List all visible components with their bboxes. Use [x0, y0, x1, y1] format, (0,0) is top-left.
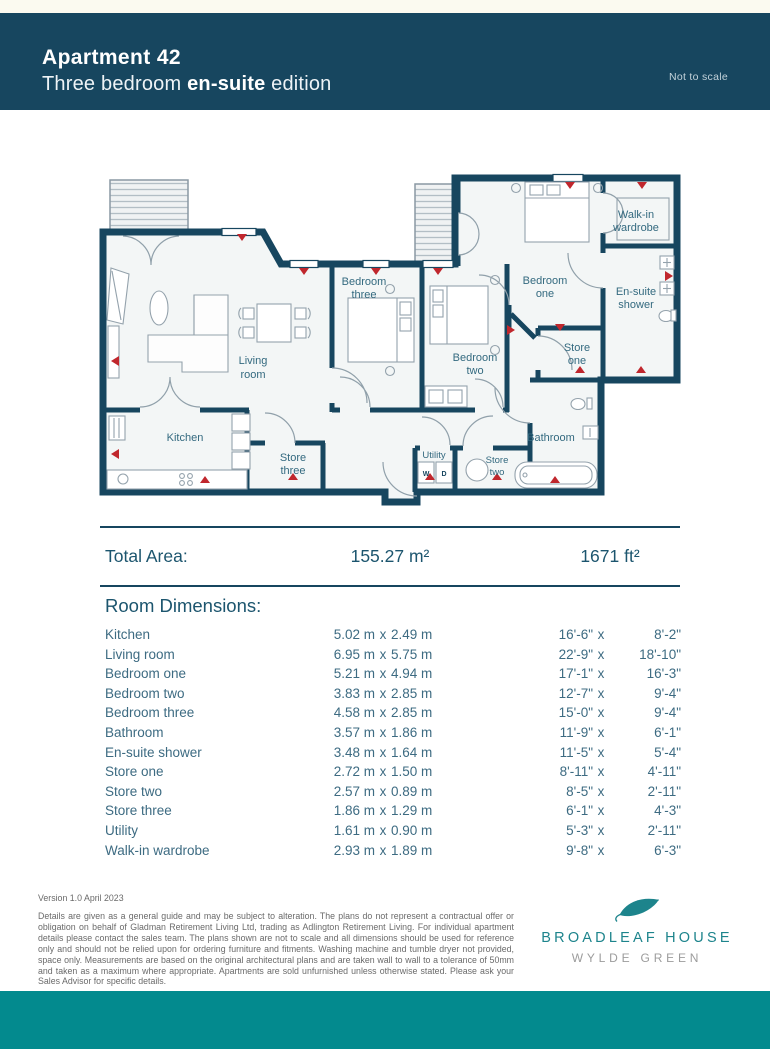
room-label-utility: Utility	[422, 450, 446, 461]
metric-width-cell: 1.61 m	[333, 822, 375, 838]
separator-cell: x	[379, 666, 387, 682]
room-label-living: Living	[238, 355, 268, 367]
room-label-wardrobe: Walk-in	[617, 209, 655, 221]
imperial-width-cell: 11'-9"	[559, 724, 593, 740]
floor-plan	[85, 158, 705, 520]
separator-cell: x	[597, 783, 605, 799]
metric-width-cell: 4.58 m	[333, 705, 375, 721]
separator-cell: x	[379, 822, 387, 838]
imperial-width-cell: 6'-1"	[566, 803, 593, 819]
room-name-cell: Bedroom two	[105, 685, 185, 701]
table-row	[105, 801, 681, 821]
metric-depth-cell: 0.89 m	[391, 783, 433, 799]
room-name-cell: Utility	[105, 822, 138, 838]
version-text: Version 1.0 April 2023	[38, 893, 124, 903]
room-name-cell: En-suite shower	[105, 744, 202, 760]
room-label-bedroom-two: two	[466, 365, 484, 377]
separator-cell: x	[597, 685, 605, 701]
page-title: Apartment 42	[42, 46, 182, 69]
room-label-bathroom: Bathroom	[527, 432, 575, 444]
subtitle-bold: en-suite	[187, 73, 266, 95]
separator-cell: x	[379, 724, 387, 740]
room-name-cell: Bathroom	[105, 724, 164, 740]
room-label-bedroom-three: Bedroom	[341, 276, 387, 288]
page-subtitle	[42, 73, 331, 96]
metric-width-cell: 3.57 m	[333, 724, 375, 740]
room-label-living: room	[240, 369, 266, 381]
imperial-width-cell: 12'-7"	[558, 685, 593, 701]
separator-cell: x	[597, 764, 605, 780]
imperial-width-cell: 15'-0"	[558, 705, 593, 721]
metric-depth-cell: 2.85 m	[391, 685, 433, 701]
separator-cell: x	[379, 685, 387, 701]
separator-cell: x	[379, 803, 387, 819]
metric-depth-cell: 5.75 m	[391, 646, 433, 662]
separator-cell: x	[597, 705, 605, 721]
table-row	[105, 841, 681, 861]
metric-depth-cell: 4.94 m	[391, 666, 433, 682]
separator-cell: x	[597, 803, 605, 819]
table-row	[105, 762, 681, 782]
separator-cell: x	[379, 646, 387, 662]
room-name-cell: Store one	[105, 764, 164, 780]
room-dimensions-heading: Room Dimensions:	[105, 595, 262, 616]
room-label-wardrobe: wardrobe	[613, 222, 659, 234]
metric-width-cell: 2.72 m	[333, 764, 375, 780]
imperial-depth-cell: 6'-1"	[654, 724, 681, 740]
imperial-depth-cell: 2'-11"	[647, 822, 681, 838]
bed-two-wardrobe-icon	[425, 386, 467, 407]
imperial-depth-cell: 16'-3"	[646, 666, 681, 682]
imperial-width-cell: 8'-5"	[566, 783, 593, 799]
room-label-bedroom-one: Bedroom	[522, 275, 568, 287]
metric-width-cell: 5.02 m	[333, 627, 375, 642]
metric-depth-cell: 1.50 m	[391, 764, 433, 780]
room-dimensions-table	[105, 625, 681, 860]
brand-location: WYLDE GREEN	[571, 951, 703, 965]
room-name-cell: Store three	[105, 803, 172, 819]
separator-cell: x	[597, 744, 605, 760]
room-name-cell: Kitchen	[105, 627, 151, 642]
room-name-cell: Walk-in wardrobe	[105, 842, 210, 858]
table-row	[105, 684, 681, 704]
metric-depth-cell: 2.85 m	[391, 705, 433, 721]
imperial-depth-cell: 9'-4"	[654, 705, 681, 721]
imperial-width-cell: 16'-6"	[558, 627, 593, 642]
subtitle-prefix: Three bedroom	[42, 73, 188, 95]
metric-width-cell: 1.86 m	[333, 803, 375, 819]
separator-cell: x	[597, 627, 605, 642]
separator-cell: x	[597, 842, 605, 858]
imperial-width-cell: 5'-3"	[566, 822, 593, 838]
total-area-label: Total Area:	[105, 546, 188, 566]
fridge-icon	[232, 414, 250, 469]
imperial-depth-cell: 4'-11"	[647, 764, 681, 780]
metric-width-cell: 5.21 m	[333, 666, 375, 682]
table-row	[105, 782, 681, 802]
separator-cell: x	[597, 666, 605, 682]
imperial-depth-cell: 5'-4"	[654, 744, 681, 760]
table-row	[105, 821, 681, 841]
imperial-width-cell: 8'-11"	[559, 764, 593, 780]
metric-depth-cell: 1.29 m	[391, 803, 433, 819]
development-logo	[525, 894, 749, 965]
metric-width-cell: 2.57 m	[333, 783, 375, 799]
separator-cell: x	[597, 646, 605, 662]
bed-one-icon	[512, 182, 603, 242]
metric-width-cell: 3.83 m	[333, 685, 375, 701]
metric-depth-cell: 1.64 m	[391, 744, 433, 760]
header-band	[0, 13, 770, 110]
separator-cell: x	[379, 744, 387, 760]
imperial-width-cell: 17'-1"	[558, 666, 593, 682]
table-row	[105, 743, 681, 763]
separator-cell: x	[379, 705, 387, 721]
imperial-width-cell: 11'-5"	[559, 744, 593, 760]
room-label-store-two: Store	[485, 455, 509, 466]
divider-line	[100, 585, 680, 587]
room-name-cell: Bedroom one	[105, 666, 187, 682]
table-row	[105, 703, 681, 723]
room-label-kitchen: Kitchen	[166, 432, 204, 444]
metric-depth-cell: 0.90 m	[391, 822, 433, 838]
metric-width-cell: 6.95 m	[333, 646, 375, 662]
washer-label: W	[422, 471, 430, 478]
imperial-depth-cell: 4'-3"	[654, 803, 681, 819]
separator-cell: x	[379, 842, 387, 858]
room-label-store-three: Store	[279, 452, 307, 464]
separator-cell: x	[597, 822, 605, 838]
room-label-store-two: two	[489, 467, 505, 478]
room-name-cell: Bedroom three	[105, 705, 195, 721]
metric-width-cell: 3.48 m	[333, 744, 375, 760]
ensuite-fixtures-icon	[659, 256, 676, 322]
divider-line	[100, 526, 680, 528]
room-label-bedroom-one: one	[535, 288, 555, 300]
total-area-metric: 155.27 m²	[350, 546, 430, 566]
total-area-imperial: 1671 ft²	[580, 546, 640, 566]
room-label-store-one: one	[567, 355, 587, 367]
brand-name: BROADLEAF HOUSE	[541, 930, 733, 946]
imperial-depth-cell: 6'-3"	[654, 842, 681, 858]
imperial-depth-cell: 9'-4"	[654, 685, 681, 701]
room-label-ensuite: shower	[618, 299, 654, 311]
room-name-cell: Living room	[105, 646, 175, 662]
leaf-icon	[610, 894, 664, 924]
imperial-depth-cell: 8'-2"	[654, 627, 681, 642]
separator-cell: x	[379, 627, 387, 642]
total-area-row	[0, 546, 770, 570]
bathtub-icon	[515, 462, 597, 488]
imperial-depth-cell: 18'-10"	[639, 646, 681, 662]
separator-cell: x	[379, 783, 387, 799]
metric-depth-cell: 1.86 m	[391, 724, 433, 740]
imperial-depth-cell: 2'-11"	[647, 783, 681, 799]
table-row	[105, 625, 681, 645]
room-name-cell: Store two	[105, 783, 163, 799]
bottom-accent-bar	[0, 991, 770, 1049]
table-row	[105, 723, 681, 743]
table-row	[105, 645, 681, 665]
separator-cell: x	[379, 764, 387, 780]
dryer-label: D	[441, 471, 447, 478]
room-label-store-three: three	[280, 465, 306, 477]
top-strip	[0, 0, 770, 13]
room-label-bedroom-two: Bedroom	[452, 352, 498, 364]
room-label-ensuite: En-suite	[615, 286, 657, 298]
metric-depth-cell: 1.89 m	[391, 842, 433, 858]
imperial-width-cell: 22'-9"	[558, 646, 593, 662]
separator-cell: x	[597, 724, 605, 740]
metric-width-cell: 2.93 m	[333, 842, 375, 858]
coffee-table-icon	[150, 291, 168, 325]
subtitle-suffix: edition	[265, 73, 332, 95]
imperial-width-cell: 9'-8"	[566, 842, 593, 858]
table-row	[105, 664, 681, 684]
not-to-scale-note: Not to scale	[668, 71, 728, 83]
disclaimer-text: Details are given as a general guide and may be subject to alteration. The plans do not represent a contractual offer or obligation on behalf of Gladman Retirement Living Ltd, trading as Adlington Retirement Living. For individual apartment details please contact the sales team. The plans shown are not to scale and all dimensions should be used for reference only and should not be relied upon for ordering furniture and fitments. Washing machine and tumble dryer not provided, space only. Measurements are based on the original architectural plans and are taken wall to wall to a tolerance of 50mm and taken as a maximum where appropriate. Apartments are sold unfurnished unless otherwise stated. Please ask your Sales Advisor for specific details.	[38, 911, 514, 987]
room-label-store-one: Store	[563, 342, 591, 354]
room-label-bedroom-three: three	[351, 289, 377, 301]
metric-depth-cell: 2.49 m	[391, 627, 433, 642]
